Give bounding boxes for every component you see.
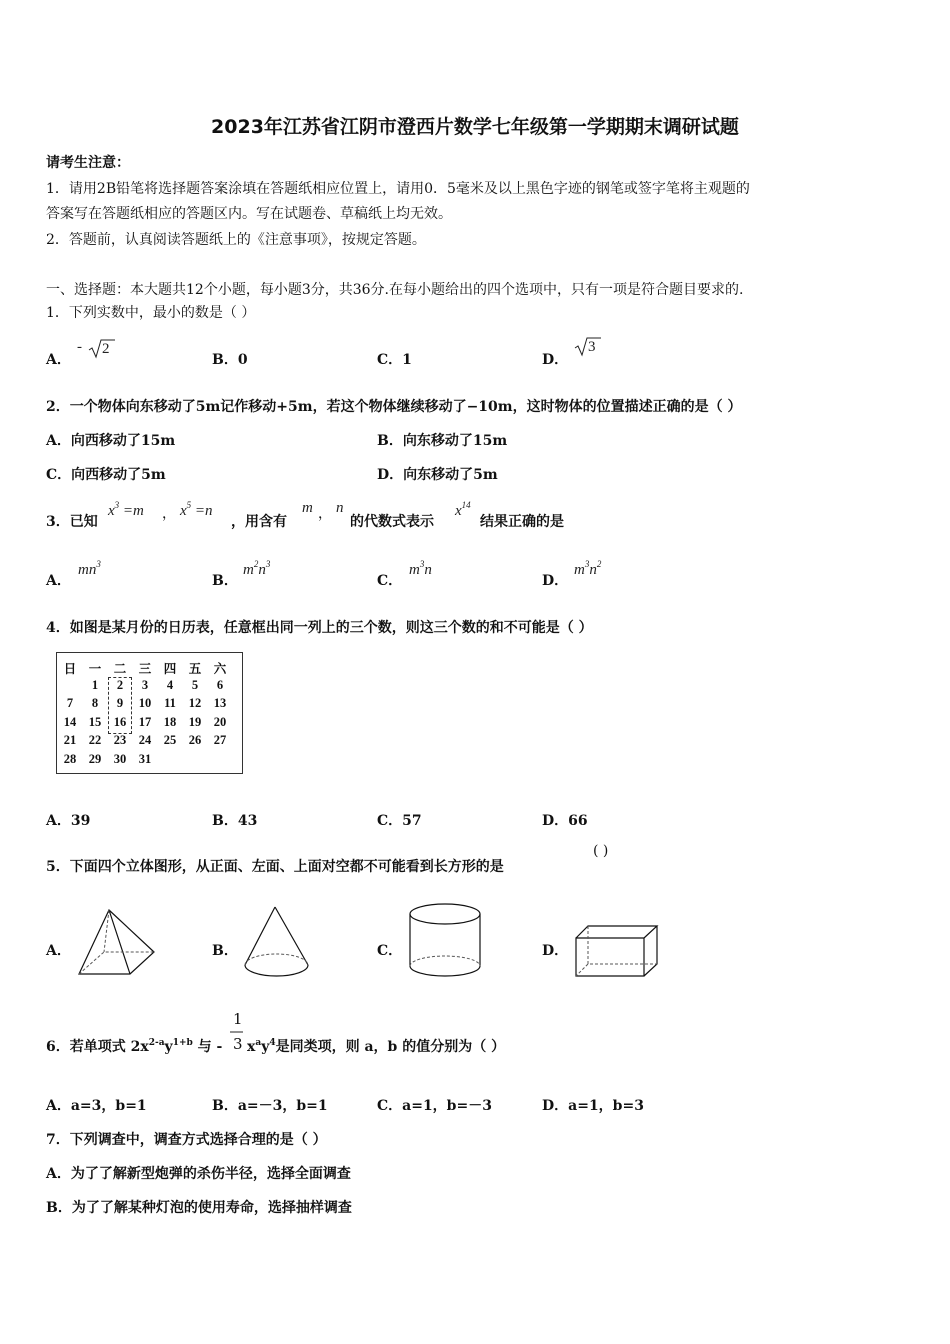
q2-option-c: C．向西移动了5m [46, 467, 166, 483]
q5-option-d: D． [542, 943, 569, 959]
question-4-stem: 4．如图是某月份的日历表，任意框出同一列上的三个数，则这三个数的和不可能是（ ） [46, 620, 593, 636]
q3-equation-1: $x^3 =m$ [108, 500, 144, 519]
calendar-day-cell: 18 [163, 714, 177, 729]
calendar-day-cell: 4 [166, 677, 174, 692]
question-1-stem: 1．下列实数中，最小的数是（ ） [46, 305, 256, 321]
calendar-header-cell: 三 [138, 662, 152, 676]
q5-option-b: B． [212, 943, 238, 959]
calendar-day-cell: 7 [66, 696, 74, 710]
q3-equation-2: $x^5 =n$ [180, 500, 213, 519]
pyramid-figure [76, 908, 156, 978]
cylinder-figure [408, 902, 484, 980]
calendar-day-cell: 20 [213, 714, 227, 729]
calendar-day-cell: 22 [88, 733, 102, 747]
q3-stem-middle-2: 的代数式表示 [350, 514, 434, 530]
calendar-day-cell: 19 [188, 714, 202, 729]
calendar-day-cell: 10 [138, 696, 152, 710]
q1-option-c: C．1 [377, 352, 412, 368]
q3-option-a-label: A． [46, 573, 71, 589]
page-title: 2023年江苏省江阴市澄西片数学七年级第一学期期末调研试题 [211, 116, 739, 138]
notice-line-1: 1．请用2B铅笔将选择题答案涂填在答题纸相应位置上，请用0．5毫米及以上黑色字迹的钢笔或签字笔将主观题的 [46, 181, 750, 197]
q3-option-a-expression: $mn^3$ [78, 559, 101, 578]
q7-option-b: B．为了了解某种灯泡的使用寿命，选择抽样调查 [46, 1200, 352, 1216]
q3-separator: ， [318, 506, 332, 522]
calendar-day-cell: 30 [113, 751, 127, 766]
calendar-header-cell: 日 [63, 662, 77, 676]
q1-option-a-label: A． [46, 352, 71, 368]
q6-fraction-denominator: 3 [233, 1035, 243, 1053]
calendar-day-cell: 27 [213, 733, 227, 747]
calendar-day-cell: 13 [213, 696, 227, 710]
question-5-stem: 5．下面四个立体图形，从正面、左面、上面对空都不可能看到长方形的是 [46, 859, 504, 875]
question-7-stem: 7．下列调查中，调查方式选择合理的是（ ） [46, 1132, 327, 1148]
q3-stem-middle: ，用含有 [231, 514, 287, 530]
q4-option-c: C．57 [377, 813, 422, 829]
calendar-day-cell: 14 [63, 714, 77, 729]
q1-option-b: B．0 [212, 352, 248, 368]
q6-option-d: D．a=1，b=3 [542, 1098, 644, 1114]
q3-option-c-label: C． [377, 573, 403, 589]
q4-option-b: B．43 [212, 813, 258, 829]
q3-option-d-label: D． [542, 573, 569, 589]
q3-target-expression: $x^{14}$ [455, 500, 471, 519]
q3-option-b-expression: $m^2n^3$ [243, 559, 271, 578]
q6-option-a: A．a=3，b=1 [46, 1098, 147, 1114]
question-3-stem-start: 3．已知 [46, 514, 98, 530]
question-6-stem-end: $x^ay^4$是同类项，则 a，b 的值分别为（ ） [247, 1038, 506, 1055]
q6-fraction-bar [230, 1031, 244, 1034]
q1-option-d-label: D． [542, 352, 569, 368]
q3-option-d-expression: $m^3n^2$ [574, 559, 602, 578]
calendar-day-cell: 21 [63, 733, 77, 747]
calendar-header-cell: 五 [188, 662, 202, 676]
q1-option-d-radicand: 3 [588, 339, 596, 355]
calendar-table [56, 652, 243, 774]
calendar-day-cell: 5 [191, 677, 199, 692]
q5-option-c: C． [377, 943, 403, 959]
q3-option-b-label: B． [212, 573, 238, 589]
q4-option-a: A．39 [46, 813, 91, 829]
q6-option-b: B．a=－3，b=1 [212, 1098, 328, 1114]
q1-option-a-radicand: 2 [102, 341, 110, 357]
calendar-header-cell: 一 [88, 662, 102, 676]
calendar-selection-box [108, 677, 132, 734]
calendar-day-cell: 6 [216, 677, 224, 692]
q5-answer-paren: ( ) [593, 843, 609, 859]
q4-option-d: D．66 [542, 813, 588, 829]
calendar-day-cell: 31 [138, 751, 152, 766]
q3-option-c-expression: $m^3n$ [409, 559, 432, 578]
calendar-day-cell: 12 [188, 696, 202, 710]
notice-line-2: 2．答题前，认真阅读答题纸上的《注意事项》，按规定答题。 [46, 232, 426, 248]
q5-option-a: A． [46, 943, 71, 959]
q3-variable-m: m [302, 500, 313, 516]
calendar-day-cell: 25 [163, 733, 177, 747]
calendar-header-cell: 二 [113, 662, 127, 676]
q6-fraction-numerator: 1 [233, 1010, 243, 1028]
calendar-day-cell: 26 [188, 733, 202, 747]
q1-option-a-sign: - [77, 339, 82, 355]
calendar-header-cell: 四 [163, 662, 177, 676]
cone-figure [240, 905, 320, 981]
notice-heading: 请考生注意： [46, 155, 130, 171]
q3-stem-end: 结果正确的是 [480, 514, 564, 530]
calendar-day-cell: 17 [138, 714, 152, 729]
q3-comma: ， [162, 506, 176, 522]
calendar-day-cell: 23 [113, 733, 127, 747]
q6-option-c: C．a=1，b=－3 [377, 1098, 492, 1114]
q3-variable-n: n [336, 500, 344, 516]
question-2-stem: 2．一个物体向东移动了5m记作移动+5m，若这个物体继续移动了−10m，这时物体的位置描述正确的是（ ） [46, 399, 742, 415]
calendar-day-cell: 8 [91, 696, 99, 710]
calendar-day-cell: 9 [116, 696, 124, 710]
q2-option-a: A．向西移动了15m [46, 433, 176, 449]
q2-option-b: B．向东移动了15m [377, 433, 508, 449]
notice-line-1-cont: 答案写在答题纸相应的答题区内。写在试题卷、草稿纸上均无效。 [46, 206, 452, 222]
calendar-header-cell: 六 [213, 662, 227, 676]
section-heading: 一、选择题：本大题共12个小题，每小题3分，共36分.在每小题给出的四个选项中，只有一项是符合题目要求的. [46, 282, 744, 298]
cuboid-figure [574, 924, 660, 978]
calendar-day-cell: 11 [164, 696, 176, 710]
calendar-day-cell: 1 [91, 677, 99, 692]
q7-option-a: A．为了了解新型炮弹的杀伤半径，选择全面调查 [46, 1166, 351, 1182]
calendar-day-cell: 3 [141, 677, 149, 692]
calendar-day-cell: 16 [113, 714, 127, 729]
calendar-day-cell: 2 [116, 677, 124, 692]
calendar-day-cell: 29 [88, 751, 102, 766]
calendar-day-cell: 15 [88, 714, 102, 729]
calendar-day-cell: 24 [138, 733, 152, 747]
q2-option-d: D．向东移动了5m [377, 467, 498, 483]
calendar-day-cell: 28 [63, 751, 77, 766]
question-6-stem: 6．若单项式 $2x^{2-a}y^{1+b}$ 与 - [46, 1038, 223, 1055]
